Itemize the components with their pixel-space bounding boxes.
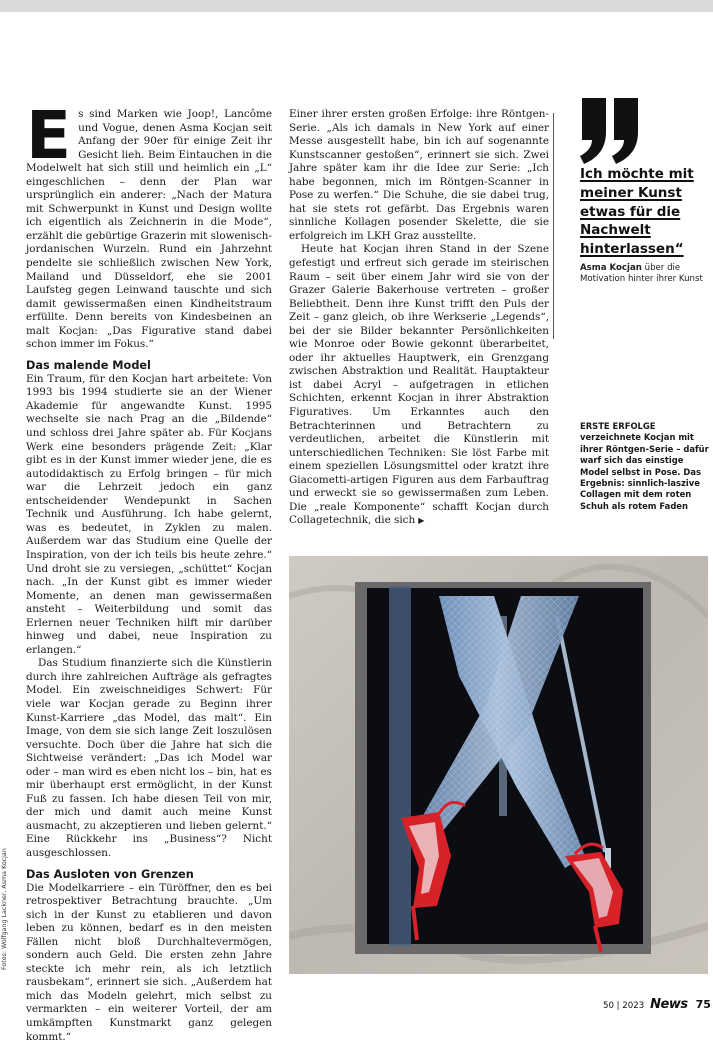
- xray-collage-artwork: [289, 556, 708, 974]
- page-footer: [603, 997, 711, 1012]
- continue-arrow-icon: ▶: [418, 516, 425, 526]
- article-column-2: [289, 108, 549, 528]
- paragraph-continued: [289, 243, 549, 527]
- pullquote-line: Nachwelt: [580, 222, 651, 239]
- quote-author: Asma Kocjan: [580, 263, 642, 273]
- top-edge-bar: [0, 0, 713, 12]
- caption-lead: ERSTE ERFOLGE: [580, 421, 656, 431]
- photo-credit: Fotos: Wolfgang Lackner, Asma Kocjan: [1, 848, 8, 970]
- pullquote-divider: [553, 113, 554, 339]
- drop-cap: E: [26, 97, 72, 174]
- subheading-das-ausloten-von-grenzen: Das Ausloten von Grenzen: [26, 867, 194, 881]
- pullquote-line: Ich möchte mit: [580, 166, 694, 182]
- pullquote-attribution: [580, 263, 708, 286]
- paragraph: Einer ihrer ersten großen Erfolge: ihre Röntgen-Serie. „Als ich damals in New York auf einer Messe ausgestellt habe, bin ich auf sogenannte Kunstscanner gestoßen“, erinnert sie sich. Zwei Jahre später kam ihr die Idee zur Serie: „Ich habe begonnen, mich im Röntgen-Scanner in Pose zu werfen.“ Die Schuhe, die sie dabei trug, hat sie stets rot gefärbt. Das Ergebnis waren sinnliche Kollagen posender Skelette, die sie erfolgreich im LKH Graz ausstellte.: [289, 108, 549, 242]
- quote-marks-icon: [578, 98, 642, 164]
- article-column-1: [26, 97, 272, 1044]
- paragraph-text: Heute hat Kocjan ihren Stand in der Szene gefestigt und erfreut sich gerade im steirischen Raum – seit über einem Jahr wird sie von der Grazer Galerie Bakerhouse vertreten – großer Beliebtheit. Denn ihre Kunst trifft den Puls der Zeit – ganz gleich, ob ihre Werkserie „Legends“, bei der sie Bilder bekannter Persönlichkeiten wie Monroe oder Bowie gekonnt überarbeitet, oder ihr aktuelles Hauptwerk, ein Grenzgang zwischen Abstraktion und Realität. Hauptakteur ist dabei Acryl – aufgetragen in etlichen Schichten, erkennt Kocjan in ihrer Abstraktion Figuratives. Um Erkanntes auch den Betrachterinnen und Betrachtern zu verdeutlichen, arbeitet die Künstlerin mit unterschiedlichen Techniken: Sie löst Farbe mit einem speziellen Lösungsmittel oder kratzt ihre Giacometti-artigen Figuren aus dem Farbauftrag und erweckt sie so gewissermaßen zum Leben. Die „reale Komponente“ schafft Kocjan durch Collagetechnik, die sich: [289, 243, 549, 527]
- image-caption: [580, 421, 710, 512]
- attribution-text: über die Motivation hinter ihrer Kunst: [580, 263, 703, 285]
- page-number: 75: [695, 998, 711, 1011]
- brand-logo: News: [650, 997, 688, 1012]
- caption-text: verzeichnete Kocjan mit ihrer Röntgen-Serie – dafür warf sich das einstige Model selbst in Pose. Das Ergebnis: sinnlich-laszive Collagen mit dem roten Schuh als rotem Faden: [580, 432, 709, 511]
- intro-paragraph: [26, 97, 272, 352]
- paragraph: Das Studium finanzierte sich die Künstlerin durch ihre zahlreichen Aufträge als gefragtes Model. Ein zweischneidiges Schwert: Für viele war Kocjan gerade zu Beginn ihrer Kunst-Karriere „das Model, das malt“. Ein Image, von dem sie sich lange Zeit loszulösen versuchte. Doch über die Jahre hat sich die Sichtweise verändert: „Das ich Model war oder – man wird es eben nicht los – bin, hat es mir überhaupt erst ermöglicht, in der Kunst Fuß zu fassen. Ich habe diesen Teil von mir, der mich und damit auch meine Kunst ausmacht, zu akzeptieren und lieben gelernt.“ Eine Rückkehr ins „Business“? Nicht ausgeschlossen.: [26, 657, 272, 859]
- subheading-das-malende-model: Das malende Model: [26, 358, 151, 372]
- pullquote-line: meiner Kunst: [580, 184, 682, 201]
- pullquote-line: etwas für die: [580, 203, 681, 220]
- paragraph: Ein Traum, für den Kocjan hart arbeitete: Von 1993 bis 1994 studierte sie an der Wiener Akademie für angewandte Kunst. 1995 wechselte sie nach Prag an die „Bildende“ und schloss drei Jahre später ab. Für Kocjans Werk eine besonders prägende Zeit: „Klar gibt es in der Kunst immer wieder jene, die es autodidaktisch zu Erfolg bringen – für mich war die Lehrzeit jedoch ein ganz entscheidender Wendepunkt in Sachen Technik und Ausführung. Ich habe gelernt, was es bedeutet, in Zyklen zu malen. Außerdem war das Studium eine Quelle der Inspiration, von der ich teils bis heute zehre.“ Und droht sie zu versiegen, „schüttet“ Kocjan nach. „In der Kunst gibt es immer wieder Momente, an denen man gewissermaßen ansteht – Weiterbildung und somit das Erlernen neuer Techniken hilft mir darüber hinweg und dabei, neue Inspiration zu erlangen.“: [26, 372, 272, 656]
- pullquote-text: [580, 165, 705, 259]
- issue-number: 50 | 2023: [603, 1001, 645, 1011]
- paragraph: Die Modelkarriere – ein Türöffner, den es bei retrospektiver Betrachtung brauchte. „Um sich in der Kunst zu etablieren und davon leben zu können, bedarf es in den meisten Fällen nicht bloß Durchhaltevermögen, sondern auch Geld. Die ersten zehn Jahre steckte ich mehr rein, als ich letztlich rausbekam“, erinnert sie sich. „Außerdem hat mich das Modeln gelehrt, mich selbst zu vermarkten – ein weiterer Vorteil, der am umkämpften Kunstmarkt ganz gelegen kommt.“: [26, 881, 272, 1043]
- pullquote-line: hinterlassen“: [580, 241, 684, 258]
- intro-text: s sind Marken wie Joop!, Lancôme und Vogue, denen Asma Kocjan seit Anfang der 90er für einige Zeit ihr Gesicht lieh. Beim Eintauchen in die Modelwelt hat sich still und heimlich ein „L“ eingeschlichen – denn der Plan war ursprünglich ein anderer: „Nach der Matura mit Schwerpunkt in Kunst und Design wollte ich eigentlich als Zeichnerin in die Mode“, erzählt die gebürtige Grazerin mit slowenisch-jordanischen Wurzeln. Rund ein Jahrzehnt pendelte sie schließlich zwischen New York, Mailand und Düsseldorf, ehe sie 2001 Laufsteg gegen Leinwand tauschte und sich damit gewissermaßen einen Kindheitstraum erfüllte. Denn bereits von Kindesbeinen an malt Kocjan: „Das Figurative stand dabei schon immer im Fokus.“: [26, 108, 272, 351]
